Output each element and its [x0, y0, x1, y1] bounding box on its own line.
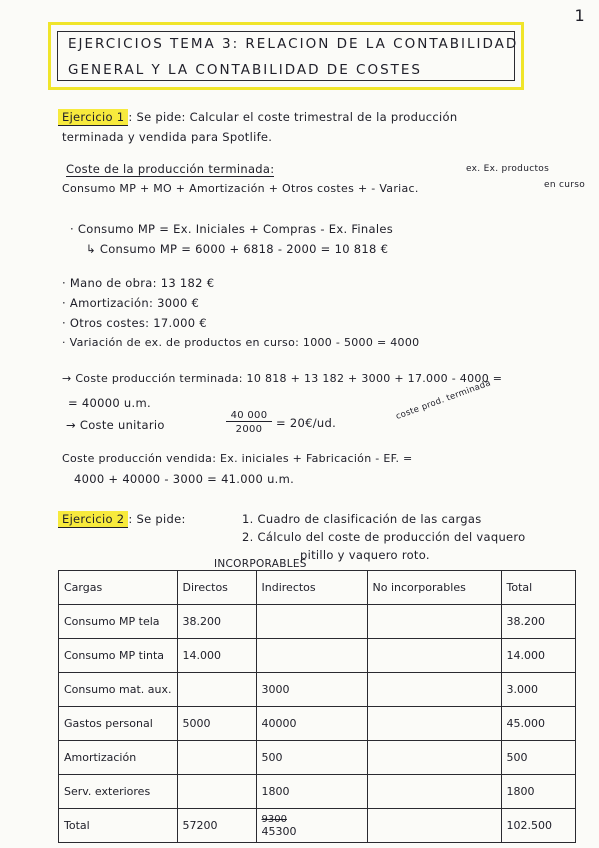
table-cell: [367, 605, 501, 639]
table-cell: [367, 639, 501, 673]
exercise-2-item-2b: pitillo y vaquero roto.: [300, 548, 430, 562]
table-row: [59, 707, 576, 741]
title-line-1: EJERCICIOS TEMA 3: RELACION DE LA CONTABILIDAD: [68, 36, 519, 52]
coste-annotation: coste prod. terminada: [394, 378, 493, 422]
table-cell: [256, 809, 367, 843]
coste-unitario-denominator: 2000: [235, 424, 263, 435]
page-number: 1: [574, 6, 585, 25]
table-header: Cargas: [59, 571, 178, 605]
charges-table: [58, 570, 576, 843]
table-cell: 1800: [501, 775, 575, 809]
variacion: · Variación de ex. de productos en curso: 1000 - 5000 = 4000: [62, 336, 420, 349]
table-cell: 102.500: [501, 809, 575, 843]
table-cell: 3.000: [501, 673, 575, 707]
table-cell: Consumo MP tinta: [59, 639, 178, 673]
exercise-2-prompt: : Se pide:: [128, 512, 186, 526]
table-cell: [177, 775, 256, 809]
table-cell: Gastos personal: [59, 707, 178, 741]
coste-unitario-result: = 20€/ud.: [276, 416, 337, 430]
table-row: [59, 639, 576, 673]
table-header: No incorporables: [367, 571, 501, 605]
table-cell: [367, 707, 501, 741]
cpt-formula: Consumo MP + MO + Amortización + Otros costes + - Variac.: [62, 182, 419, 195]
table-row: [59, 605, 576, 639]
table-cell: 500: [501, 741, 575, 775]
table-row: [59, 673, 576, 707]
exercise-2-item-2: 2. Cálculo del coste de producción del vaquero: [242, 530, 526, 544]
table-cell: [367, 809, 501, 843]
indirect-total: 45300: [261, 824, 297, 838]
exercise-1-prompt: : Se pide: Calcular el coste trimestral de la producción: [128, 110, 458, 124]
table-header: Directos: [177, 571, 256, 605]
cpv-calc: 4000 + 40000 - 3000 = 41.000 u.m.: [74, 472, 295, 486]
table-cell: [177, 673, 256, 707]
table-row: [59, 741, 576, 775]
table-cell: Consumo mat. aux.: [59, 673, 178, 707]
exercise-1-label: Ejercicio 1: [58, 109, 128, 126]
exercise-2-item-1: 1. Cuadro de clasificación de las cargas: [242, 512, 482, 526]
cpt-heading: Coste de la producción terminada:: [66, 162, 275, 176]
table-row: [59, 775, 576, 809]
table-cell: 3000: [256, 673, 367, 707]
table-cell: [367, 775, 501, 809]
amortizacion: · Amortización: 3000 €: [62, 296, 200, 310]
table-cell: 38.200: [501, 605, 575, 639]
coste-unitario-label: → Coste unitario: [66, 418, 165, 432]
table-header-row: [59, 571, 576, 605]
table-cell: 14.000: [501, 639, 575, 673]
table-cell: 14.000: [177, 639, 256, 673]
title-line-2: GENERAL Y LA CONTABILIDAD DE COSTES: [68, 62, 422, 78]
cpt-result-2: = 40000 u.m.: [68, 396, 151, 410]
table-cell: [256, 639, 367, 673]
table-cell: [367, 741, 501, 775]
cpt-result: → Coste producción terminada: 10 818 + 13 182 + 3000 + 17.000 - 4000 =: [62, 372, 503, 385]
table-header: Total: [501, 571, 575, 605]
table-cell: 38.200: [177, 605, 256, 639]
table-cell: Total: [59, 809, 178, 843]
incorporables-header: INCORPORABLES: [214, 558, 307, 570]
table-cell: [367, 673, 501, 707]
cpt-annotation-2: en curso: [544, 180, 586, 190]
table-cell: Amortización: [59, 741, 178, 775]
consumo-calc: ↳ Consumo MP = 6000 + 6818 - 2000 = 10 818 €: [86, 242, 389, 256]
mano-obra: · Mano de obra: 13 182 €: [62, 276, 215, 290]
table-cell: Consumo MP tela: [59, 605, 178, 639]
table-header: Indirectos: [256, 571, 367, 605]
otros-costes: · Otros costes: 17.000 €: [62, 316, 207, 330]
coste-unitario-numerator: 40 000: [226, 410, 272, 422]
table-cell: 500: [256, 741, 367, 775]
table-total-row: [59, 809, 576, 843]
title-box: [48, 22, 524, 90]
consumo-formula: · Consumo MP = Ex. Iniciales + Compras - Ex. Finales: [70, 222, 394, 236]
table-cell: [256, 605, 367, 639]
table-cell: 40000: [256, 707, 367, 741]
table-cell: 5000: [177, 707, 256, 741]
table-cell: 57200: [177, 809, 256, 843]
title-frame: [57, 31, 519, 81]
exercise-1-prompt-2: terminada y vendida para Spotlife.: [62, 130, 273, 144]
exercise-2-label: Ejercicio 2: [58, 511, 128, 528]
table-cell: 45.000: [501, 707, 575, 741]
table-cell: 1800: [256, 775, 367, 809]
table-cell: Serv. exteriores: [59, 775, 178, 809]
struck-total: 9300: [261, 813, 287, 825]
cpt-annotation: ex. Ex. productos: [466, 164, 550, 174]
cpv-formula: Coste producción vendida: Ex. iniciales + Fabricación - EF. =: [62, 452, 413, 465]
table-cell: [177, 741, 256, 775]
